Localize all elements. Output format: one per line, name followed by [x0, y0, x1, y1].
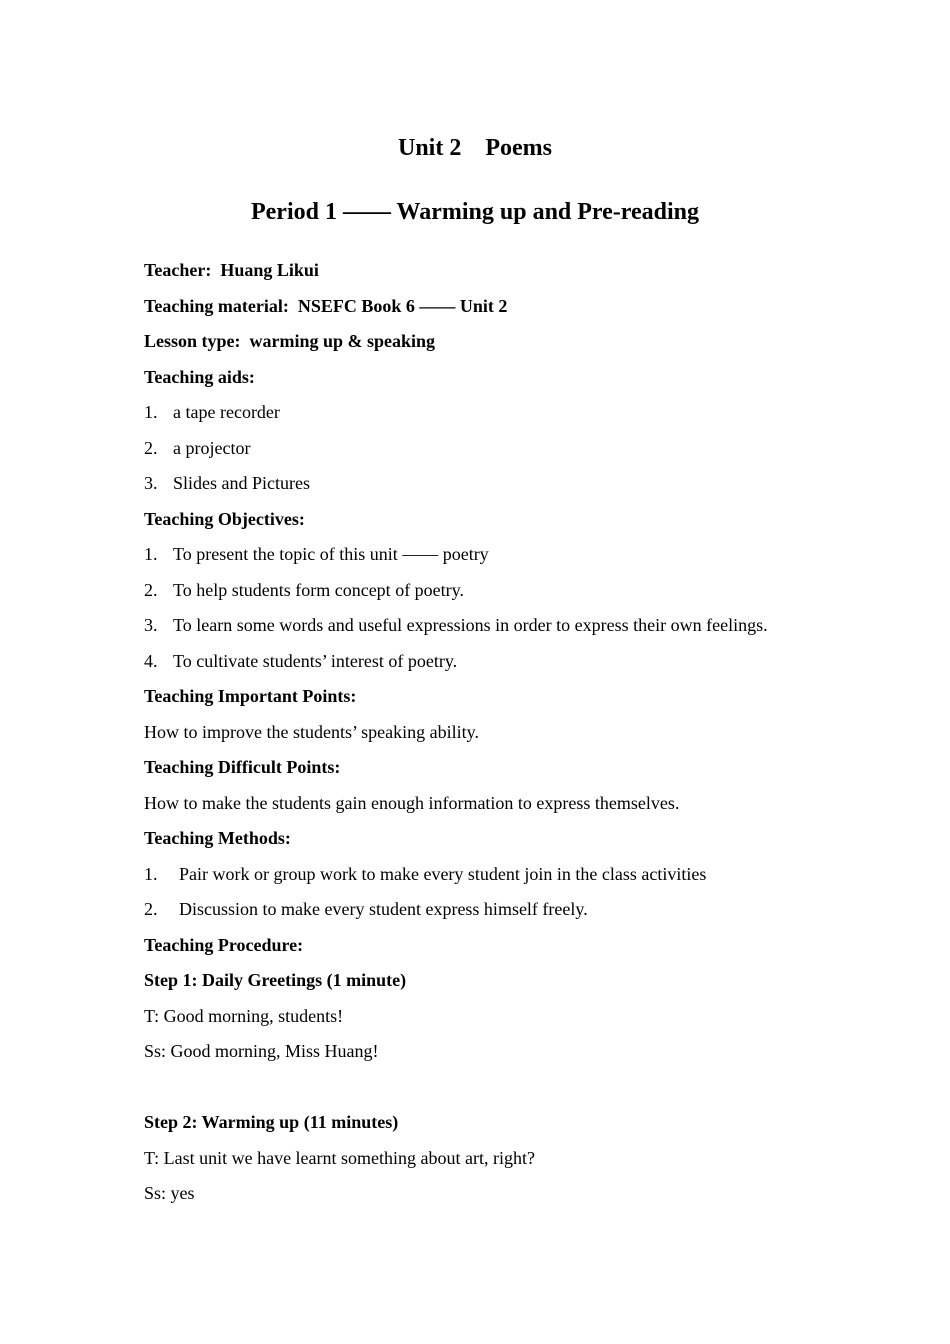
list-item	[144, 608, 850, 644]
difficult-points-text: How to make the students gain enough information to express themselves.	[144, 792, 680, 813]
objectives-heading: Teaching Objectives:	[144, 508, 305, 529]
list-text: To present the topic of this unit —— poetry	[173, 544, 489, 564]
list-text: To help students form concept of poetry.	[173, 579, 464, 600]
list-item	[144, 573, 850, 609]
period-title: Period 1 —— Warming up and Pre-reading	[250, 199, 700, 225]
list-text: Discussion to make every student express himself freely.	[179, 899, 588, 919]
important-points-heading: Teaching Important Points:	[144, 686, 357, 706]
list-item	[144, 892, 850, 928]
list-number: 1.	[144, 402, 158, 422]
aids-heading: Teaching aids:	[144, 366, 255, 387]
list-item	[144, 644, 850, 680]
material-line: Teaching material: NSEFC Book 6 —— Unit 2	[144, 295, 508, 316]
list-text: Pair work or group work to make every student join in the class activities	[179, 863, 707, 884]
procedure-heading: Teaching Procedure:	[144, 934, 304, 955]
list-text: Slides and Pictures	[173, 473, 310, 493]
dialogue-line: Ss: yes	[144, 1183, 195, 1203]
difficult-points-heading: Teaching Difficult Points:	[144, 757, 341, 777]
unit-title: Unit 2 Poems	[398, 135, 552, 161]
list-text: To cultivate students’ interest of poetry.	[173, 650, 458, 671]
list-text: a projector	[173, 437, 251, 458]
list-number: 3.	[144, 615, 158, 635]
list-text: To learn some words and useful expressions in order to express their own feelings.	[173, 615, 768, 635]
dialogue-line: T: Good morning, students!	[144, 1005, 344, 1026]
list-number: 4.	[144, 650, 158, 671]
important-points-text: How to improve the students’ speaking ability.	[144, 721, 479, 742]
list-item	[144, 395, 850, 431]
list-number: 3.	[144, 473, 158, 493]
blank-line	[144, 1070, 850, 1106]
methods-heading: Teaching Methods:	[144, 828, 291, 848]
list-item	[144, 466, 850, 502]
lesson-type-line: Lesson type: warming up & speaking	[144, 331, 436, 351]
list-number: 2.	[144, 437, 158, 458]
list-item	[144, 537, 850, 573]
list-number: 1.	[144, 863, 158, 884]
list-text: a tape recorder	[173, 402, 280, 422]
teacher-line: Teacher: Huang Likui	[144, 260, 319, 280]
dialogue-line: T: Last unit we have learnt something about art, right?	[144, 1147, 535, 1168]
step2-heading: Step 2: Warming up (11 minutes)	[144, 1112, 399, 1132]
list-item	[144, 431, 850, 467]
step1-heading: Step 1: Daily Greetings (1 minute)	[144, 970, 407, 990]
list-number: 1.	[144, 544, 158, 564]
list-number: 2.	[144, 899, 158, 919]
dialogue-line: Ss: Good morning, Miss Huang!	[144, 1041, 379, 1061]
list-number: 2.	[144, 579, 158, 600]
list-item	[144, 857, 850, 893]
